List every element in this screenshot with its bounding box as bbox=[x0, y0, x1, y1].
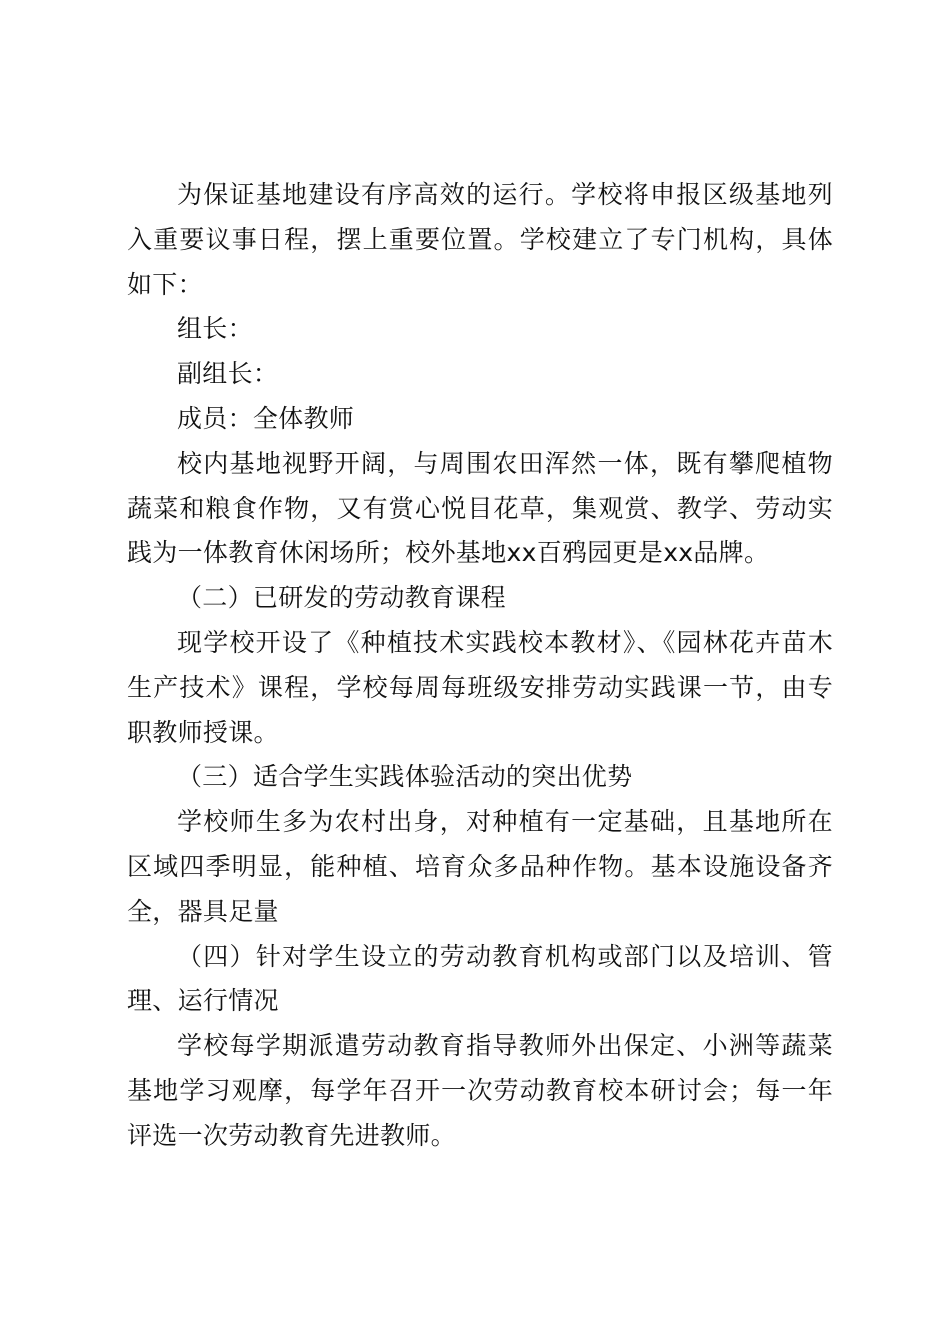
paragraph-advantages: 学校师生多为农村出身，对种植有一定基础，且基地所在区域四季明显，能种植、培育众多品种作物。基本设施设备齐全，器具足量 bbox=[127, 807, 833, 926]
paragraph-deputy-leader: 副组长： bbox=[177, 359, 279, 389]
paragraph-members: 成员：全体教师 bbox=[177, 403, 355, 433]
paragraph-courses: 现学校开设了《种植技术实践校本教材》、《园林花卉苗木生产技术》课程，学校每周每班级安排劳动实践课一节，由专职教师授课。 bbox=[127, 627, 833, 747]
paragraph-group-leader: 组长： bbox=[177, 314, 253, 344]
section-heading-4: （四）针对学生设立的劳动教育机构或部门以及培训、管理、运行情况 bbox=[127, 941, 833, 1016]
section-heading-2: （二）已研发的劳动教育课程 bbox=[177, 583, 506, 613]
section-heading-3: （三）适合学生实践体验活动的突出优势 bbox=[177, 762, 633, 792]
paragraph-training: 学校每学期派遣劳动教育指导教师外出保定、小洲等蔬菜基地学习观摩，每学年召开一次劳动教育校本研讨会；每一年评选一次劳动教育先进教师。 bbox=[127, 1031, 833, 1150]
paragraph-intro: 为保证基地建设有序高效的运行。学校将申报区级基地列入重要议事日程，摆上重要位置。学校建立了专门机构，具体如下： bbox=[127, 180, 833, 299]
document-body bbox=[127, 173, 833, 1159]
paragraph-base-description: 校内基地视野开阔，与周围农田浑然一体，既有攀爬植物蔬菜和粮食作物，又有赏心悦目花草，集观赏、教学、劳动实践为一体教育休闲场所；校外基地xx百鸦园更是xx品牌。 bbox=[127, 448, 833, 568]
